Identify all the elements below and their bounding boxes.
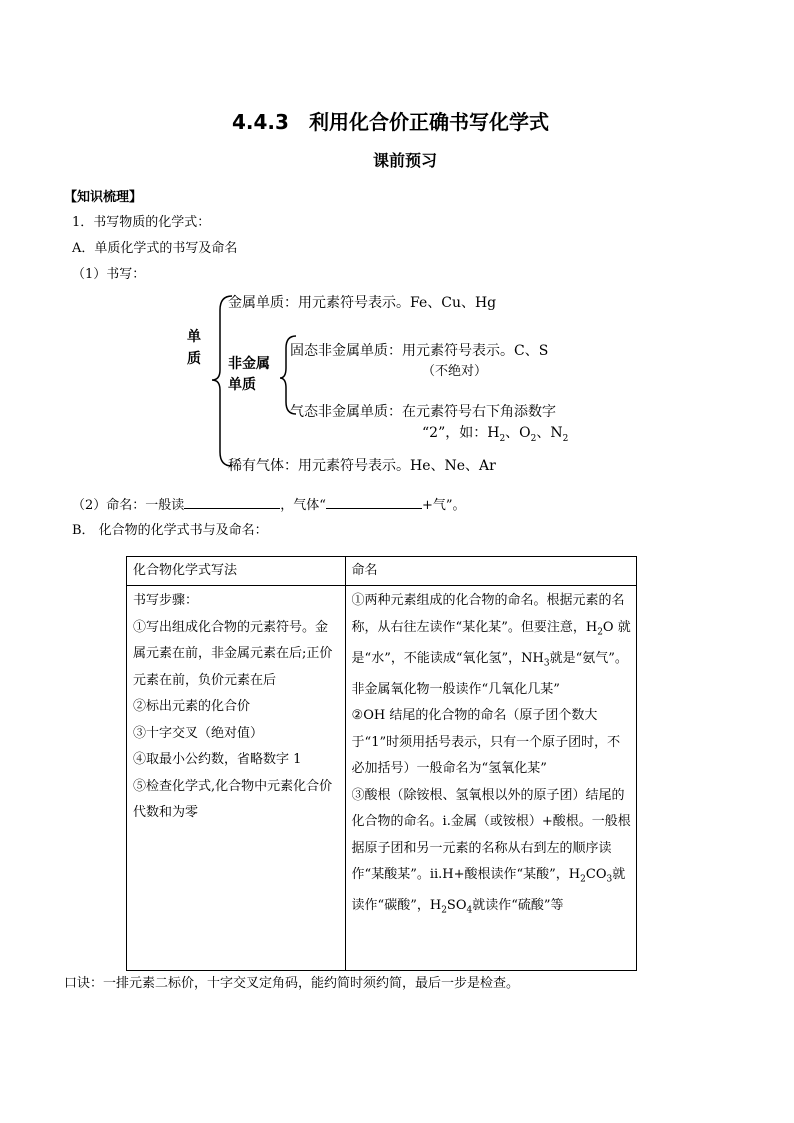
naming-line: （2）命名：一般读 ，气体“ +气”。 xyxy=(72,498,466,513)
naming-rules-cell xyxy=(345,586,636,971)
diagram-metal: 金属单质：用元素符号表示。Fe、Cu、Hg xyxy=(228,295,497,311)
step-line: ⑤检查化学式,化合物中元素化合价代数和为零 xyxy=(133,778,333,820)
item-a: A．单质化学式的书写及命名 xyxy=(72,241,238,256)
diagram-nonmetal-line-1: 非金属 xyxy=(228,356,270,372)
diagram-braces xyxy=(0,0,794,500)
diagram-root-char-1: 单 xyxy=(187,329,201,345)
step-line: ①写出组成化合物的元素符号。金属元素在前，非金属元素在后;正价元素在前，负价元素在后 xyxy=(133,619,333,688)
writing-steps-cell xyxy=(127,586,346,971)
step-line: ②标出元素的化合价 xyxy=(133,699,251,714)
compound-table xyxy=(126,556,637,971)
table-row xyxy=(127,586,637,971)
mnemonic-footer: 口诀：一排元素二标价，十字交叉定角码，能约简时须约简，最后一步是检查。 xyxy=(64,976,520,991)
blank-gas[interactable] xyxy=(326,496,422,509)
blank-general[interactable] xyxy=(184,496,280,509)
naming-rule-1: ①两种元素组成的化合物的命名。根据元素的名称，从右往左读作“某化某”。但要注意，$H_2O$ 就是“水”，不能读成“氧化氢”，$NH_3$就是“氨气”。非金属氧化物一般读作“几氧化几某” xyxy=(351,593,631,697)
diagram-rare-gas: 稀有气体：用元素符号表示。He、Ne、Ar xyxy=(228,458,496,474)
item-1: 1．书写物质的化学式： xyxy=(72,215,211,230)
table-header-row xyxy=(127,557,637,586)
sub-item-1: （1）书写： xyxy=(72,267,146,282)
page-subtitle: 课前预习 xyxy=(373,151,438,170)
diagram-solid-nonmetal: 固态非金属单质：用元素符号表示。C、S xyxy=(290,343,549,359)
step-line: ③十字交叉（绝对值） xyxy=(133,725,264,741)
section-heading: 【知识梳理】 xyxy=(64,190,143,205)
step-line: ④取最小公约数，省略数字 1 xyxy=(133,752,302,767)
diagram-nonmetal-line-2: 单质 xyxy=(228,377,256,393)
diagram-root-char-2: 质 xyxy=(187,351,201,367)
naming-rule-2: ②OH 结尾的化合物的命名（原子团个数大于“1”时须用括号表示，只有一个原子团时，不必加括号）一般命名为“氢氧化某” xyxy=(351,708,621,777)
table-header-left: 化合物化学式写法 xyxy=(127,557,346,586)
page-title: 4.4.3 利用化合价正确书写化学式 xyxy=(232,110,549,134)
naming-rule-3: ③酸根（除铵根、氢氧根以外的原子团）结尾的化合物的命名。ⅰ.金属（或铵根）+酸根。一般根据原子团和另一元素的名称从右到左的顺序读作“某酸某”。ⅱ.H+酸根读作“某酸”，$H_2CO_3$就读作“碳酸”，$H_2SO_4$就读作“硫酸”等 xyxy=(351,787,631,916)
table-header-right: 命名 xyxy=(345,557,636,586)
diagram-gas-example: “2”，如：$H_2$、$O_2$、$N_2$ xyxy=(422,425,569,444)
step-line: 书写步骤： xyxy=(133,593,199,608)
diagram-gas-nonmetal: 气态非金属单质：在元素符号右下角添数字 xyxy=(290,404,556,420)
item-b: B． 化合物的化学式书与及命名： xyxy=(72,523,268,538)
diagram-solid-note: （不绝对） xyxy=(422,364,488,379)
diagram-nonmetal-label xyxy=(228,354,270,396)
